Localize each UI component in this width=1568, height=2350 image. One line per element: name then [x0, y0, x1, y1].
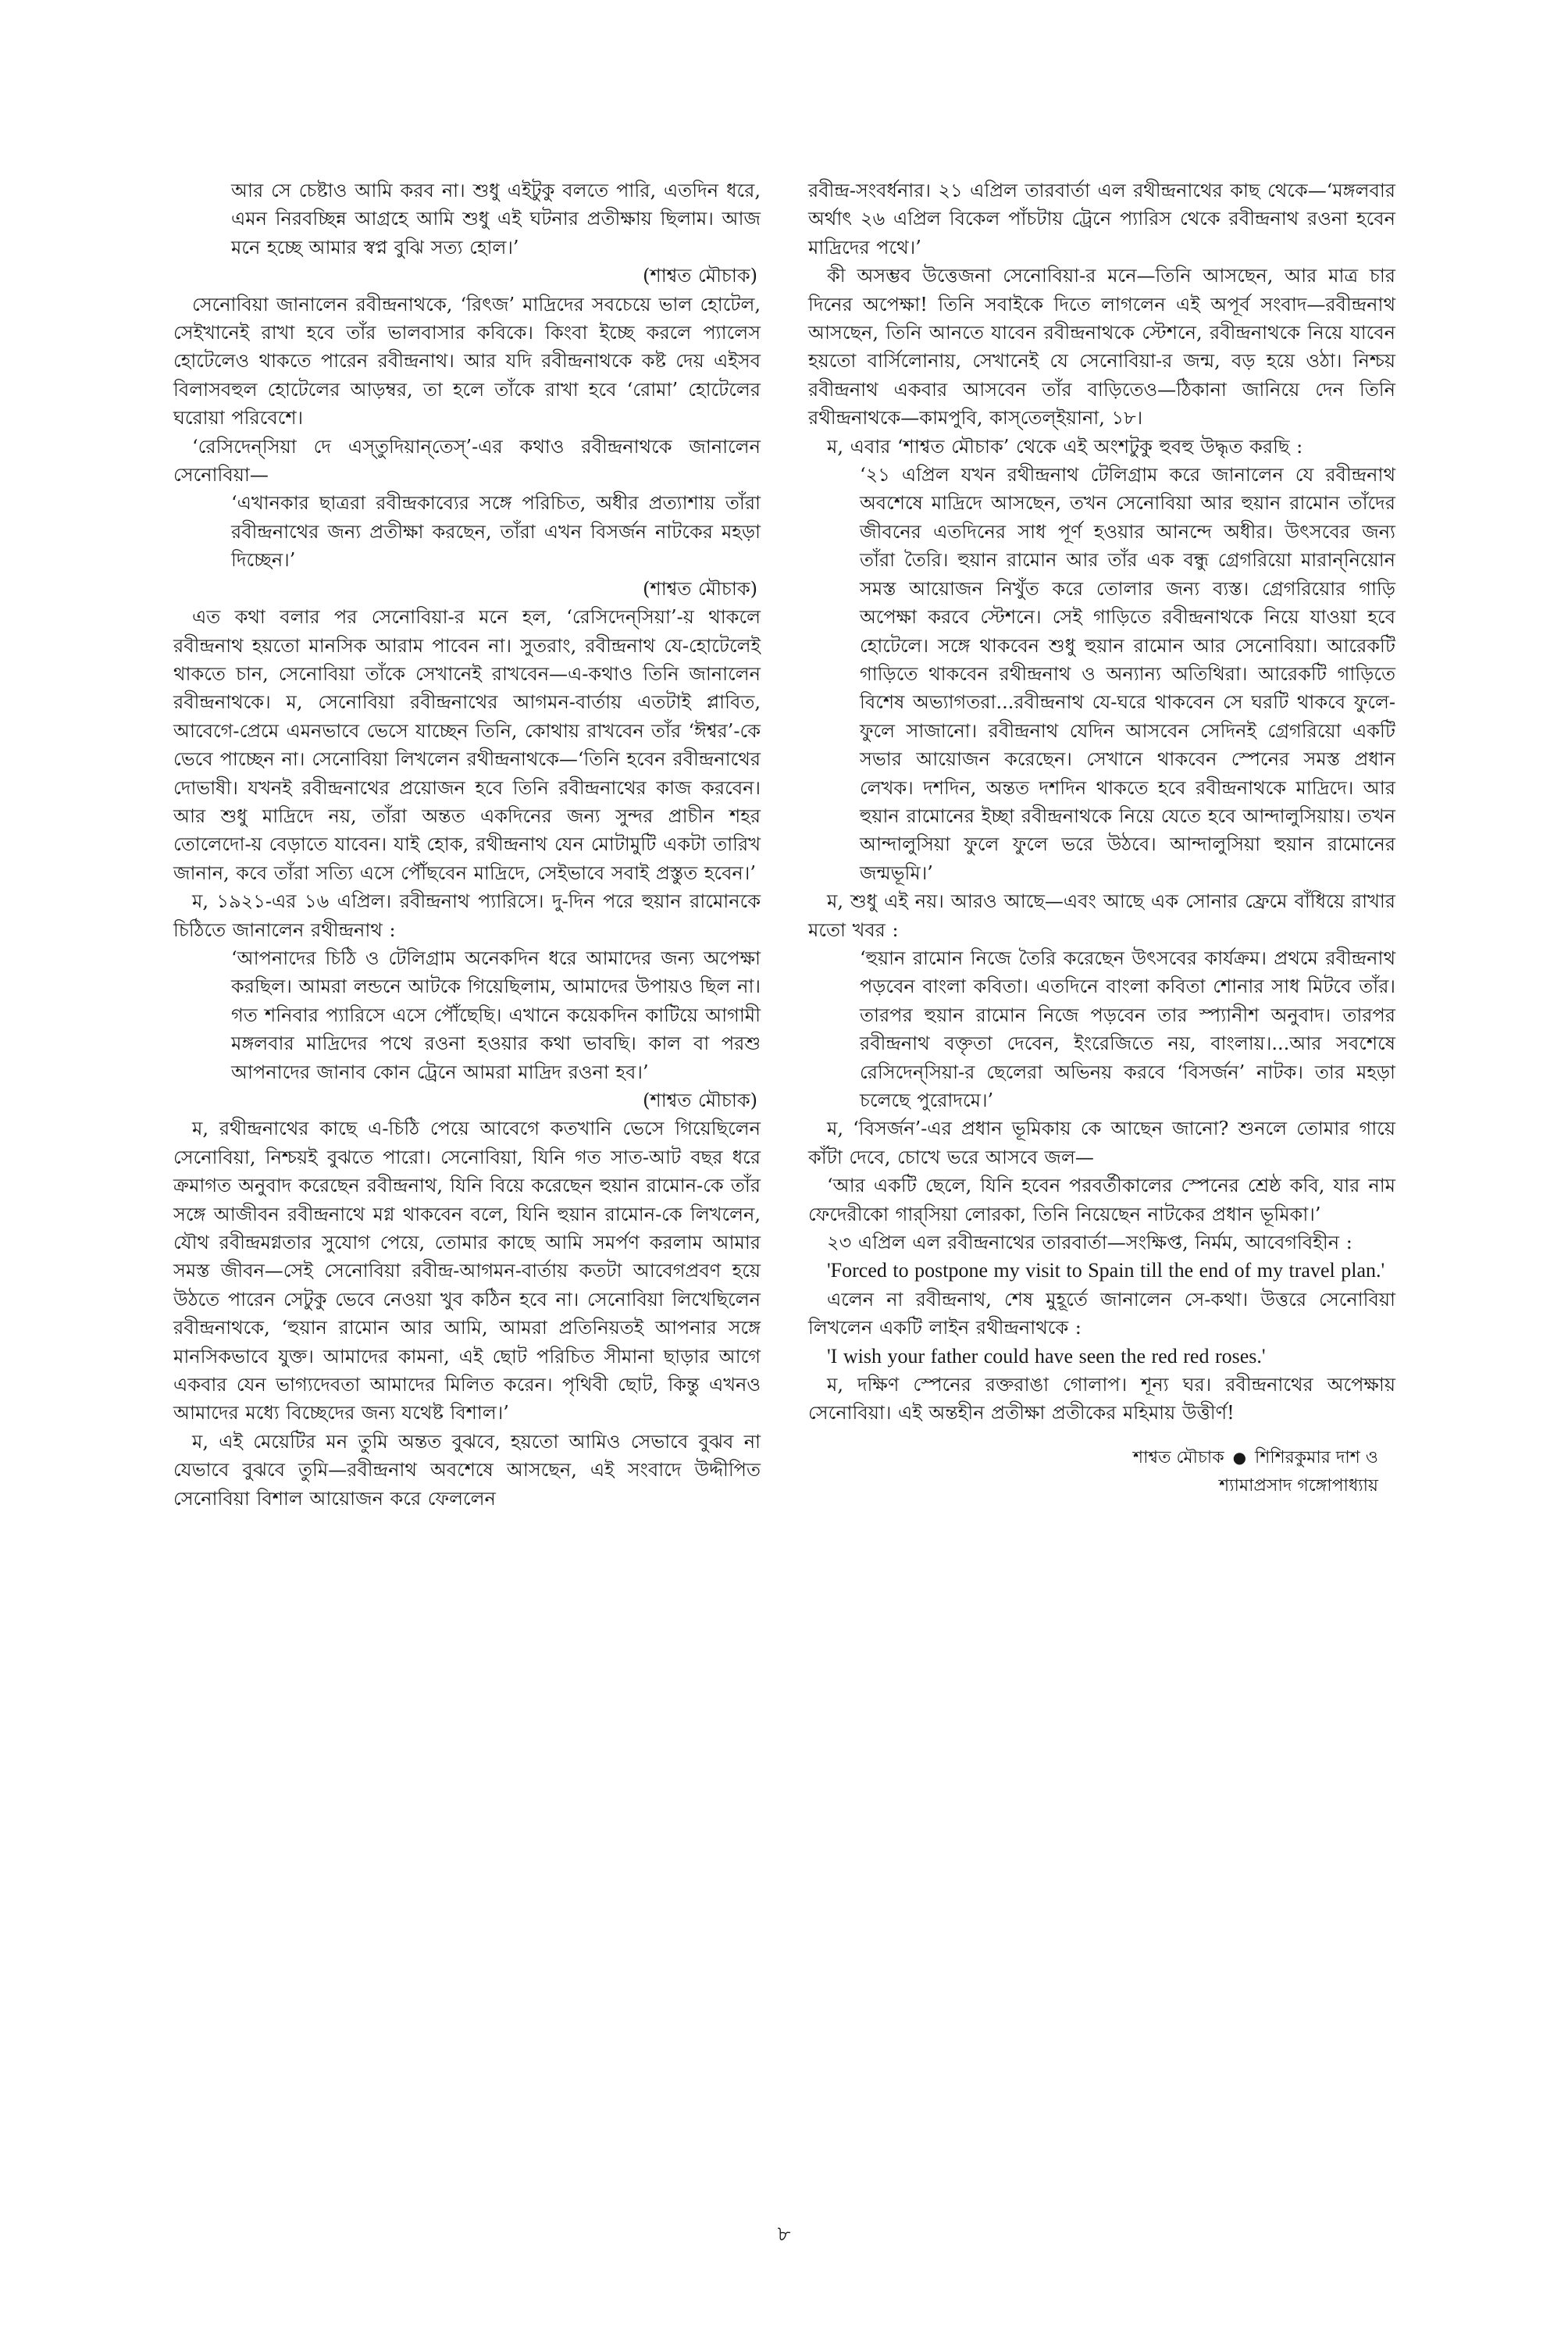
body-paragraph: ‘আর একটি ছেলে, যিনি হবেন পরবর্তীকালের স্পেনের শ্রেষ্ঠ কবি, যার নাম ফেদেরীকো গার্‌সিয়া লোরকা, তিনি নিয়েছেন নাটকের প্রধান ভূমিকা।’ [808, 1175, 1395, 1225]
quote-paragraph: ‘আপনাদের চিঠি ও টেলিগ্রাম অনেকদিন ধরে আমাদের জন্য অপেক্ষা করছিল। আমরা লন্ডনে আটকে গিয়েছিলাম, আমাদের উপায়ও ছিল না। গত শনিবার প্যারিসে এসে পৌঁছেছি। এখানে কয়েকদিন কাটিয়ে আগামী মঙ্গলবার মাদ্রিদের পথে রওনা হওয়ার কথা ভাবছি। কাল বা পরশু আপনাদের জানাব কোন ট্রেনে আমরা মাদ্রিদ রওনা হব।’ [231, 947, 761, 1083]
body-paragraph: রবীন্দ্র-সংবর্ধনার। ২১ এপ্রিল তারবার্তা এল রথীন্দ্রনাথের কাছ থেকে—‘মঙ্গলবার অর্থাৎ ২৬ এপ্রিল বিকেল পাঁচটায় ট্রেনে প্যারিস থেকে রবীন্দ্রনাথ রওনা হবেন মাদ্রিদের পথে।’ [808, 180, 1395, 259]
page-number: ৮ [777, 2223, 791, 2246]
source-citation: (শাশ্বত মৌচাক) [643, 1089, 757, 1111]
left-column [173, 177, 761, 1513]
quote-paragraph: ‘২১ এপ্রিল যখন রথীন্দ্রনাথ টেলিগ্রাম করে জানালেন যে রবীন্দ্রনাথ অবশেষে মাদ্রিদে আসছেন, তখন সেনোবিয়া আর হুয়ান রামোন তাঁদের জীবনের এতদিনের সাধ পূর্ণ হওয়ার আনন্দে অধীর। উৎসবের জন্য তাঁরা তৈরি। হুয়ান রামোন আর তাঁর এক বন্ধু গ্রেগরিয়ো মারান্‌নিয়োন সমস্ত আয়োজন নিখুঁত করে তোলার জন্য ব্যস্ত। গ্রেগরিয়োর গাড়ি অপেক্ষা করবে স্টেশনে। সেই গাড়িতে রবীন্দ্রনাথকে নিয়ে যাওয়া হবে হোটেলে। সঙ্গে থাকবেন শুধু হুয়ান রামোন আর সেনোবিয়া। আরেকটি গাড়িতে থাকবেন রথীন্দ্রনাথ ও অন্যান্য অতিথিরা। আরেকটি গাড়িতে বিশেষ অভ্যাগতরা...রবীন্দ্রনাথ যে-ঘরে থাকবেন সে ঘরটি থাকবে ফুলে-ফুলে সাজানো। রবীন্দ্রনাথ যেদিন আসবেন সেদিনই গ্রেগরিয়ো একটি সভার আয়োজন করেছেন। সেখানে থাকবেন স্পেনের সমস্ত প্রধান লেখক। দশদিন, অন্তত দশদিন থাকতে হবে রবীন্দ্রনাথকে মাদ্রিদে। আর হুয়ান রামোনের ইচ্ছা রবীন্দ্রনাথকে নিয়ে যেতে হবে আন্দালুসিয়ায়। তখন আন্দালুসিয়া ফুলে ফুলে ভরে উঠবে। আন্দালুসিয়া হুয়ান রামোনের জন্মভূমি।’ [860, 464, 1395, 884]
body-paragraph: ম, ১৯২১-এর ১৬ এপ্রিল। রবীন্দ্রনাথ প্যারিসে। দু-দিন পরে হুয়ান রামোনকে চিঠিতে জানালেন রথীন্দ্রনাথ : [173, 890, 761, 941]
body-paragraph: ম, এবার ‘শাশ্বত মৌচাক’ থেকে এই অংশটুকু হুবহু উদ্ধৃত করছি : [827, 435, 1303, 458]
body-paragraph: ম, ‘বিসর্জন’-এর প্রধান ভূমিকায় কে আছেন জানো? শুনলে তোমার গায়ে কাঁটা দেবে, চোখে ভরে আসবে জল— [808, 1118, 1395, 1168]
body-paragraph: এত কথা বলার পর সেনোবিয়া-র মনে হল, ‘রেসিদেন্‌সিয়া’-য় থাকলে রবীন্দ্রনাথ হয়তো মানসিক আরাম পাবেন না। সুতরাং, রবীন্দ্রনাথ যে-হোটেলেই থাকতে চান, সেনোবিয়া তাঁকে সেখানেই রাখবেন—এ-কথাও তিনি জানালেন রবীন্দ্রনাথকে। ম, সেনোবিয়া রবীন্দ্রনাথের আগমন-বার্তায় এতটাই প্লাবিত, আবেগে-প্রেমে এমনভাবে ভেসে যাচ্ছেন তিনি, কোথায় রাখবেন তাঁর ‘ঈশ্বর’-কে ভেবে পাচ্ছেন না। সেনোবিয়া লিখলেন রথীন্দ্রনাথকে—‘তিনি হবেন রবীন্দ্রনাথের দোভাষী। যখনই রবীন্দ্রনাথের প্রয়োজন হবে তিনি রবীন্দ্রনাথের কাজ করবেন। আর শুধু মাদ্রিদে নয়, তাঁরা অন্তত একদিনের জন্য সুন্দর প্রাচীন শহর তোলেদো-য় বেড়াতে যাবেন। যাই হোক, রথীন্দ্রনাথ যেন মোটামুটি একটা তারিখ জানান, কবে তাঁরা সত্যি এসে পৌঁছবেন মাদ্রিদে, সেইভাবে সবাই প্রস্তুত হবেন।’ [173, 606, 761, 884]
english-quote: 'I wish your father could have seen the red red roses.' [827, 1344, 1266, 1368]
body-paragraph: ম, দক্ষিণ স্পেনের রক্তরাঙা গোলাপ। শূন্য ঘর। রবীন্দ্রনাথের অপেক্ষায় সেনোবিয়া। এই অন্তহীন প্রতীক্ষা প্রতীকের মহিমায় উত্তীর্ণ! [808, 1374, 1395, 1425]
quote-paragraph: ‘হুয়ান রামোন নিজে তৈরি করেছেন উৎসবের কার্যক্রম। প্রথমে রবীন্দ্রনাথ পড়বেন বাংলা কবিতা। এতদিনে বাংলা কবিতা শোনার সাধ মিটবে তাঁর। তারপর হুয়ান রামোন নিজে পড়বেন তার স্প্যানীশ অনুবাদ। তারপর রবীন্দ্রনাথ বক্তৃতা দেবেন, ইংরেজিতে নয়, বাংলায়।...আর সবশেষে রেসিদেন্‌সিয়া-র ছেলেরা অভিনয় করবে ‘বিসর্জন’ নাটক। তার মহড়া চলেছে পুরোদমে।’ [860, 947, 1395, 1111]
body-paragraph: ম, শুধু এই নয়। আরও আছে—এবং আছে এক সোনার ফ্রেমে বাঁধিয়ে রাখার মতো খবর : [808, 890, 1395, 941]
body-paragraph: কী অসম্ভব উত্তেজনা সেনোবিয়া-র মনে—তিনি আসছেন, আর মাত্র চার দিনের অপেক্ষা! তিনি সবাইকে দিতে লাগলেন এই অপূর্ব সংবাদ—রবীন্দ্রনাথ আসছেন, তিনি আনতে যাবেন রবীন্দ্রনাথকে স্টেশনে, রবীন্দ্রনাথকে নিয়ে যাবেন হয়তো বার্সিলোনায়, সেখানেই যে সেনোবিয়া-র জন্ম, বড় হয়ে ওঠা। নিশ্চয় রবীন্দ্রনাথ একবার আসবেন তাঁর বাড়িতেও—ঠিকানা জানিয়ে দেন তিনি রথীন্দ্রনাথকে—কামপুবি, কাস্‌তেল্‌ইয়ানা, ১৮। [808, 265, 1395, 430]
source-citation: (শাশ্বত মৌচাক) [643, 265, 757, 287]
source-citation: (শাশ্বত মৌচাক) [643, 577, 757, 600]
body-paragraph: সেনোবিয়া জানালেন রবীন্দ্রনাথকে, ‘রিৎজ’ মাদ্রিদের সবচেয়ে ভাল হোটেল, সেইখানেই রাখা হবে তাঁর ভালবাসার কবিকে। কিংবা ইচ্ছে করলে প্যালেস হোটেলেও থাকতে পারেন রবীন্দ্রনাথ। আর যদি রবীন্দ্রনাথকে কষ্ট দেয় এইসব বিলাসবহুল হোটেলের আড়ম্বর, তা হলে তাঁকে রাখা হবে ‘রোমা’ হোটেলের ঘরোয়া পরিবেশে। [173, 293, 761, 430]
body-paragraph: ‘রেসিদেন্‌সিয়া দে এস্‌তুদিয়ান্‌তেস্‌’-এর কথাও রবীন্দ্রনাথকে জানালেন সেনোবিয়া— [173, 435, 761, 487]
book-credit [808, 1443, 1395, 1472]
body-paragraph: এলেন না রবীন্দ্রনাথ, শেষ মুহূর্তে জানালেন সে-কথা। উত্তরে সেনোবিয়া লিখলেন একটি লাইন রথীন্দ্রনাথকে : [808, 1288, 1395, 1339]
english-telegram: 'Forced to postpone my visit to Spain till the end of my travel plan.' [827, 1259, 1385, 1282]
credit-authors-line2: শ্যামাপ্রসাদ গঙ্গোপাধ্যায় [1219, 1475, 1378, 1496]
bullet-icon: ● [1232, 1447, 1247, 1467]
credit-book-title: শাশ্বত মৌচাক [1133, 1447, 1224, 1467]
right-column [808, 177, 1395, 1500]
body-paragraph: ২৩ এপ্রিল এল রবীন্দ্রনাথের তারবার্তা—সংক্ষিপ্ত, নির্মম, আবেগবিহীন : [827, 1232, 1352, 1254]
quote-paragraph: আর সে চেষ্টাও আমি করব না। শুধু এইটুকু বলতে পারি, এতদিন ধরে, এমন নিরবচ্ছিন্ন আগ্রহে আমি শুধু এই ঘটনার প্রতীক্ষায় ছিলাম। আজ মনে হচ্ছে আমার স্বপ্ন বুঝি সত্য হোল।’ [231, 180, 761, 259]
body-paragraph: ম, এই মেয়েটির মন তুমি অন্তত বুঝবে, হয়তো আমিও সেভাবে বুঝব না যেভাবে বুঝবে তুমি—রবীন্দ্রনাথ অবশেষে আসছেন, এই সংবাদে উদ্দীপিত সেনোবিয়া বিশাল আয়োজন করে ফেললেন [173, 1430, 761, 1510]
quote-paragraph: ‘এখানকার ছাত্ররা রবীন্দ্রকাব্যের সঙ্গে পরিচিত, অধীর প্রত্যাশায় তাঁরা রবীন্দ্রনাথের জন্য প্রতীক্ষা করছেন, তাঁরা এখন বিসর্জন নাটকের মহড়া দিচ্ছেন।’ [231, 492, 761, 572]
credit-authors: শিশিরকুমার দাশ ও [1255, 1447, 1378, 1467]
body-paragraph: ম, রথীন্দ্রনাথের কাছে এ-চিঠি পেয়ে আবেগে কতখানি ভেসে গিয়েছিলেন সেনোবিয়া, নিশ্চয়ই বুঝতে পারো। সেনোবিয়া, যিনি গত সাত-আট বছর ধরে ক্রমাগত অনুবাদ করেছেন রবীন্দ্রনাথ, যিনি বিয়ে করেছেন হুয়ান রামোন-কে তাঁর সঙ্গে আজীবন রবীন্দ্রনাথে মগ্ন থাকবেন বলে, যিনি হুয়ান রামোন-কে লিখলেন, যৌথ রবীন্দ্রমগ্নতার সুযোগ পেয়ে, তোমার কাছে আমি সমর্পণ করলাম আমার সমস্ত জীবন—সেই সেনোবিয়া রবীন্দ্র-আগমন-বার্তায় কতটা আবেগপ্রবণ হয়ে উঠতে পারেন সেটুকু ভেবে নেওয়া খুব কঠিন হবে না। সেনোবিয়া লিখেছিলেন রবীন্দ্রনাথকে, ‘হুয়ান রামোন আর আমি, আমরা প্রতিনিয়তই আপনার সঙ্গে মানসিকভাবে যুক্ত। আমাদের কামনা, এই ছোট পরিচিত সীমানা ছাড়ার আগে একবার যেন ভাগ্যদেবতা আমাদের মিলিত করেন। পৃথিবী ছোট, কিন্তু এখনও আমাদের মধ্যে বিচ্ছেদের জন্য যথেষ্ট বিশাল।’ [173, 1118, 761, 1425]
